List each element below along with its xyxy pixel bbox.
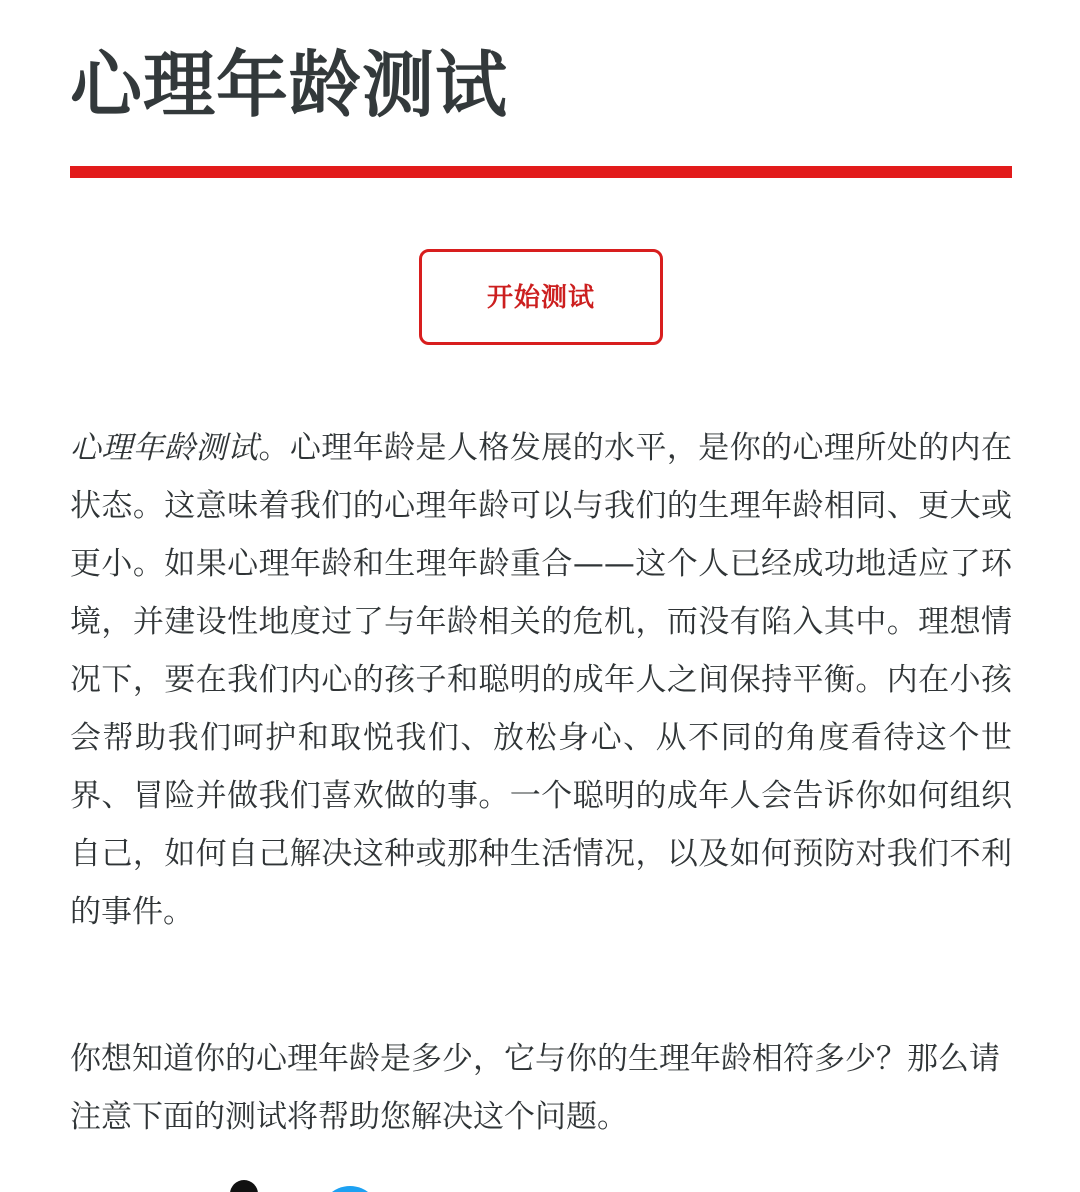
share-dark-icon[interactable] [230,1180,258,1192]
question-paragraph: 你想知道你的心理年龄是多少，它与你的生理年龄相符多少？那么请注意下面的测试将帮助您解决这个问题。 [70,1041,1000,1135]
page-content [70,0,1012,1135]
intro-paragraph [70,419,1012,941]
share-blue-icon[interactable] [320,1186,380,1192]
page-title: 心理年龄测试 [70,43,509,127]
start-test-button[interactable]: 开始测试 [419,249,663,345]
intro-italic-term: 心理年龄测试 [70,430,259,466]
share-icons-row [70,1178,1012,1192]
start-button-container [70,249,1012,345]
title-divider [70,166,1012,178]
intro-body-text: 。心理年龄是人格发展的水平，是你的心理所处的内在状态。这意味着我们的心理年龄可以与我们的生理年龄相同、更大或更小。如果心理年龄和生理年龄重合——这个人已经成功地适应了环境，并建设性地度过了与年龄相关的危机，而没有陷入其中。理想情况下，要在我们内心的孩子和聪明的成年人之间保持平衡。内在小孩会帮助我们呵护和取悦我们、放松身心、从不同的角度看待这个世界、冒险并做我们喜欢做的事。一个聪明的成年人会告诉你如何组织自己，如何自己解决这种或那种生活情况，以及如何预防对我们不利的事件。 [70,430,1012,930]
